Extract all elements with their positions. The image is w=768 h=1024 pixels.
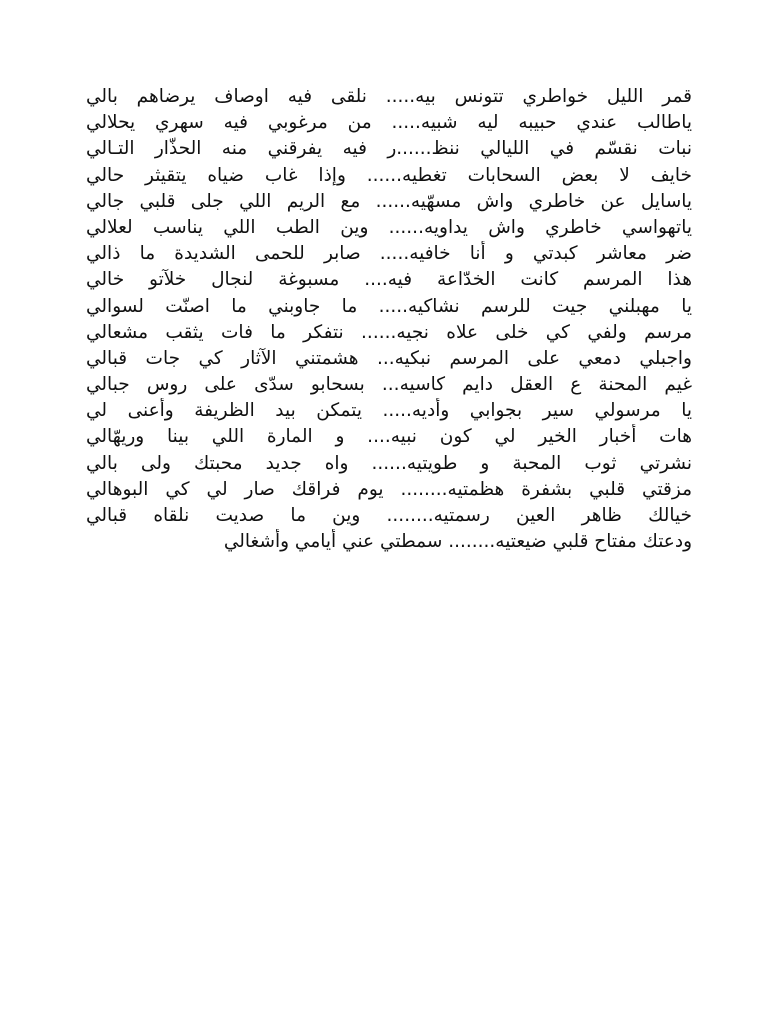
poem-line-13: يا مرسولي سير بجوابي وأديه..... يتمكن بيد الظريفة وأعنى لي <box>86 400 692 422</box>
poem-line-6: ياتهواسي خاطري واش يداويه...... وين الطب اللي يناسب لعلالي <box>86 216 692 238</box>
poem-line-10: مرسم ولفي كي خلى علاه نجيه...... نتفكر ما فات يثقب مشعالي <box>86 321 692 343</box>
poem-line-9: يا مهبلني جيت للرسم نشاكيه..... ما جاوبني ما اصنّت لسوالي <box>86 295 692 317</box>
poem-line-11: واجبلي دمعي على المرسم نبكيه... هشمتني الآثار كي جات قبالي <box>86 347 692 369</box>
poem-text <box>86 84 692 555</box>
poem-line-14: هات أخبار الخير لي كون نبيه.... و المارة اللي بينا وريهّالي <box>86 426 692 448</box>
poem-line-18: ودعتك مفتاح قلبي ضيعتيه........ سمطتي عني أيامي وأشغالي <box>223 531 692 553</box>
poem-line-8: هذا المرسم كانت الخدّاعة فيه.... مسبوغة لنجال خلآتو خالي <box>86 269 692 291</box>
poem-line-12: غيم المحنة ع العقل دايم كاسيه... بسحابو سدّى على روس جبالي <box>86 374 692 396</box>
poem-line-4: خايف لا بعض السحابات تغطيه...... وإذا غاب ضياه يتقيثر حالي <box>86 164 692 186</box>
poem-line-3: نبات نقسّم في الليالي ننظ......ر فيه يفرقني منه الحذّار التـالي <box>86 138 692 160</box>
poem-line-7: ضر معاشر كبدتي و أنا خافيه..... صابر للحمى الشديدة ما ذالي <box>86 243 692 265</box>
poem-line-2: ياطالب عندي حبيبه ليه شبيه..... من مرغوبي فيه سهري يحلالي <box>86 112 692 134</box>
poem-line-15: نشرتي ثوب المحبة و طويتيه...... واه جديد محبتك ولى بالي <box>86 452 692 474</box>
poem-line-5: ياسايل عن خاطري واش مسهّيه...... مع الريم اللي جلى قلبي جالي <box>86 190 692 212</box>
poem-line-16: مزقتي قلبي بشفرة هظمتيه........ يوم فراقك صار لي كي البوهالي <box>86 478 692 500</box>
poem-line-17: خيالك ظاهر العين رسمتيه........ وين ما صديت نلقاه قبالي <box>86 505 692 526</box>
poem-line-1: قمر الليل خواطري تتونس بيه..... نلقى فيه اوصاف يرضاهم بالي <box>86 86 692 107</box>
